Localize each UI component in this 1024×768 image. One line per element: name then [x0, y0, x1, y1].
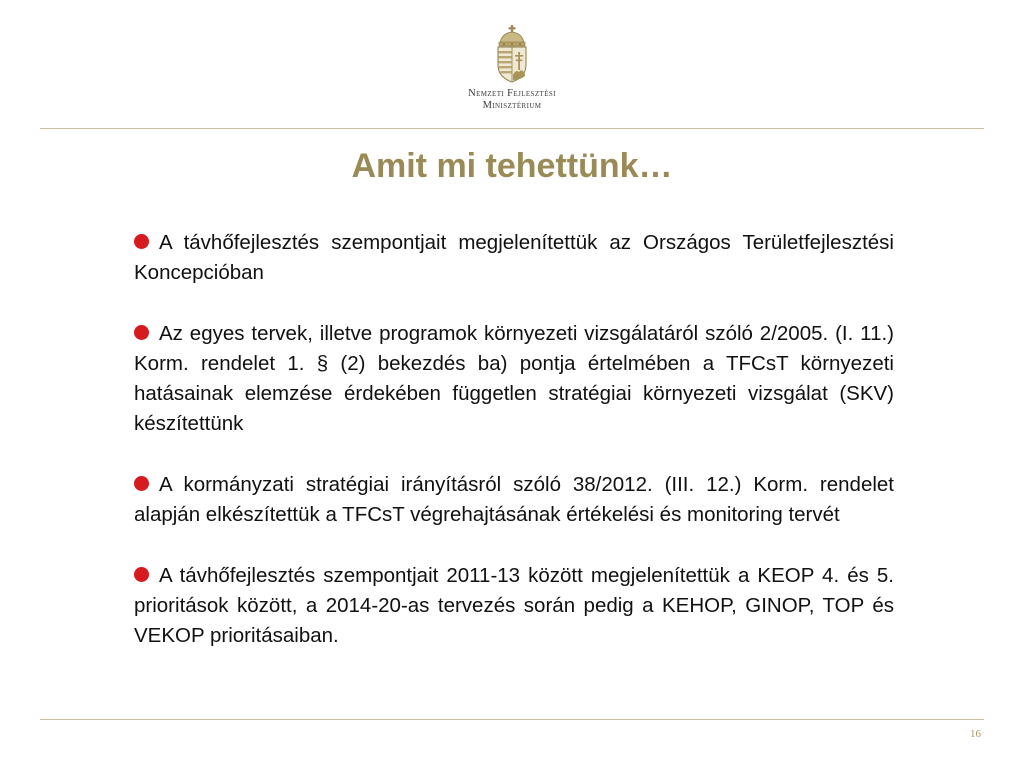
red-dot-icon: [134, 325, 149, 340]
bullet-item: [134, 470, 894, 530]
red-dot-icon: [134, 476, 149, 491]
bullet-item: [134, 319, 894, 439]
bullet-text: A távhőfejlesztés szempontjait 2011-13 között megjelenítettük a KEOP 4. és 5. prioritások között, a 2014-20-as tervezés során pedig a KEHOP, GINOP, TOP és VEKOP prioritásaiban.: [134, 564, 894, 647]
hungarian-coat-of-arms-icon: [494, 25, 530, 83]
header-divider: [40, 128, 984, 129]
bullet-item: [134, 561, 894, 651]
bullet-list: [134, 228, 894, 682]
bullet-text: A távhőfejlesztés szempontjait megjelenítettük az Országos Területfejlesztési Koncepcióban: [134, 231, 894, 284]
slide-title: Amit mi tehettünk…: [351, 147, 673, 185]
ministry-name-line1: Nemzeti Fejlesztési: [468, 88, 556, 99]
bullet-text: A kormányzati stratégiai irányításról szóló 38/2012. (III. 12.) Korm. rendelet alapján elkészítettük a TFCsT végrehajtásának értékelési és monitoring tervét: [134, 473, 894, 526]
bullet-text: Az egyes tervek, illetve programok környezeti vizsgálatáról szóló 2/2005. (I. 11.) Korm. rendelet 1. § (2) bekezdés ba) pontja értelmében a TFCsT környezeti hatásainak elemzése érdekében független stratégiai környezeti vizsgálat (SKV) készítettünk: [134, 322, 894, 435]
ministry-name-line2: Minisztérium: [482, 100, 542, 111]
page-number: 16: [970, 728, 981, 740]
footer-divider: [40, 719, 984, 720]
red-dot-icon: [134, 234, 149, 249]
bullet-item: [134, 228, 894, 288]
red-dot-icon: [134, 567, 149, 582]
